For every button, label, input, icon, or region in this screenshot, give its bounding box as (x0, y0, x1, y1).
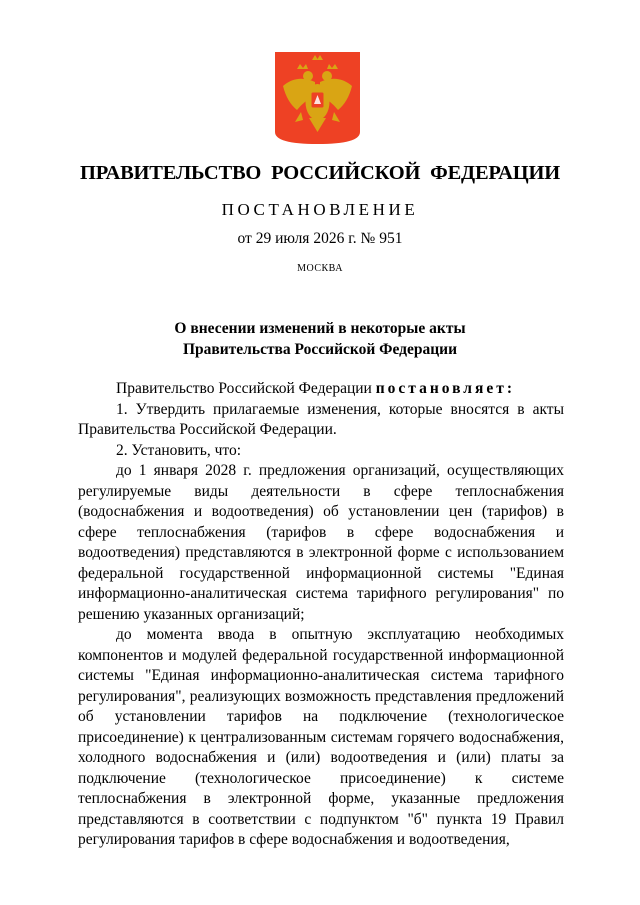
document-subject (0, 318, 640, 360)
russian-coat-of-arms-icon (275, 52, 360, 144)
document-city: МОСКВА (297, 263, 343, 274)
intro-prefix: Правительство Российской Федерации (116, 380, 376, 397)
document-date-number: от 29 июля 2026 г. № 951 (237, 230, 403, 247)
document-type: ПОСТАНОВЛЕНИЕ (221, 200, 419, 219)
paragraph-1: 1. Утвердить прилагаемые изменения, которые вносятся в акты Правительства Российской Федерации. (78, 400, 564, 438)
subject-line-2: Правительства Российской Федерации (182, 341, 458, 358)
paragraph-2: 2. Установить, что: (116, 441, 242, 459)
paragraph-3: до 1 января 2028 г. предложения организаций, осуществляющих регулируемые виды деятельности в сфере теплоснабжения (водоснабжения и водоотведения) об установлении цен (тарифов) в сфере теплоснабжения (тарифов в сфере водоснабжения и водоотведения) представляются в электронной форме с использованием федеральной государственной информационной системы "Единая информационно-аналитическая система тарифного регулирования" по решению указанных организаций; (78, 462, 564, 623)
government-name: ПРАВИТЕЛЬСТВО РОССИЙСКОЙ ФЕДЕРАЦИИ (80, 162, 560, 184)
document-body (78, 379, 564, 851)
intro-paragraph (78, 379, 564, 400)
intro-verb: постановляет: (375, 380, 516, 397)
paragraph-4: до момента ввода в опытную эксплуатацию необходимых компонентов и модулей федеральной государственной информационной системы "Единая информационно-аналитическая система тарифного регулирования", реализующих возможность представления предложений об установлении тарифов на подключение (технологическое присоединение) к централизованным системам горячего водоснабжения, холодного водоснабжения и (или) водоотведения и (или) платы за подключение (технологическое присоединение) к системе теплоснабжения в электронной форме, указанные предложения представляются в соответствии с подпунктом "б" пункта 19 Правил регулирования тарифов в сфере водоснабжения и водоотведения, (78, 626, 564, 848)
subject-line-1: О внесении изменений в некоторые акты (174, 320, 466, 337)
